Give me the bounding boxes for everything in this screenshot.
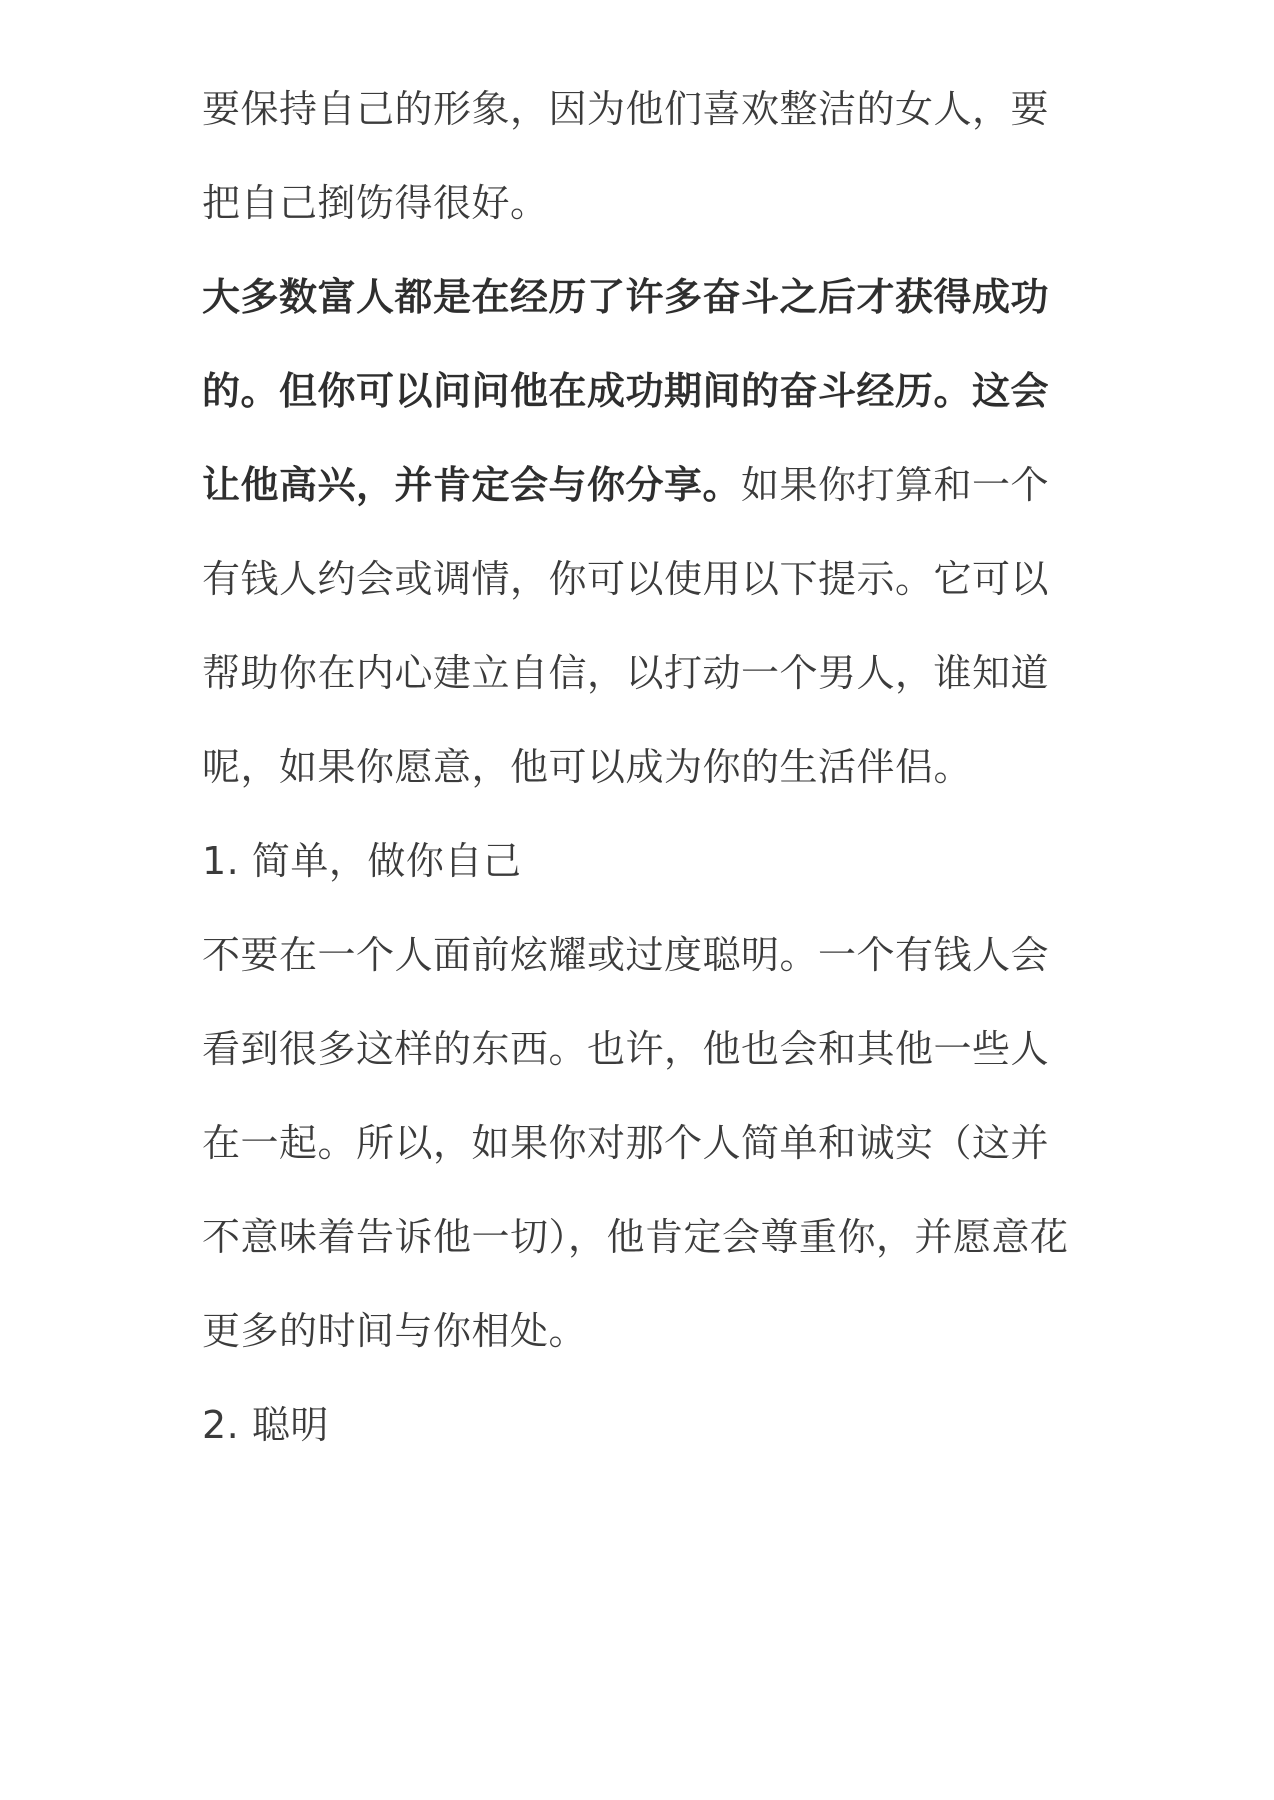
section-heading-be-simple: 1. 简单，做你自己 [202,839,522,883]
paragraph-text: 如果你打算和一个有钱人约会或调情，你可以使用以下提示。它可以帮助你在内心建立自信，以打动一个男人，谁知道呢，如果你愿意，他可以成为你的生活伴侣。 [202,463,1050,789]
article-body [202,62,1082,1472]
section-heading-smart: 2. 聪明 [202,1403,329,1447]
paragraph-appearance: 要保持自己的形象，因为他们喜欢整洁的女人，要把自己捯饬得很好。 [202,87,1050,225]
paragraph-be-yourself: 不要在一个人面前炫耀或过度聪明。一个有钱人会看到很多这样的东西。也许，他也会和其他一些人在一起。所以，如果你对那个人简单和诚实（这并不意味着告诉他一切），他肯定会尊重你，并愿意花更多的时间与你相处。 [202,933,1069,1353]
emphasis-text: 大多数富人都是在经历了许多奋斗之后才获得成功的。但你可以问问他在成功期间的奋斗经历。这会让他高兴，并肯定会与你分享。 [202,275,1050,507]
paragraph-rich-men-struggle [202,250,1082,814]
